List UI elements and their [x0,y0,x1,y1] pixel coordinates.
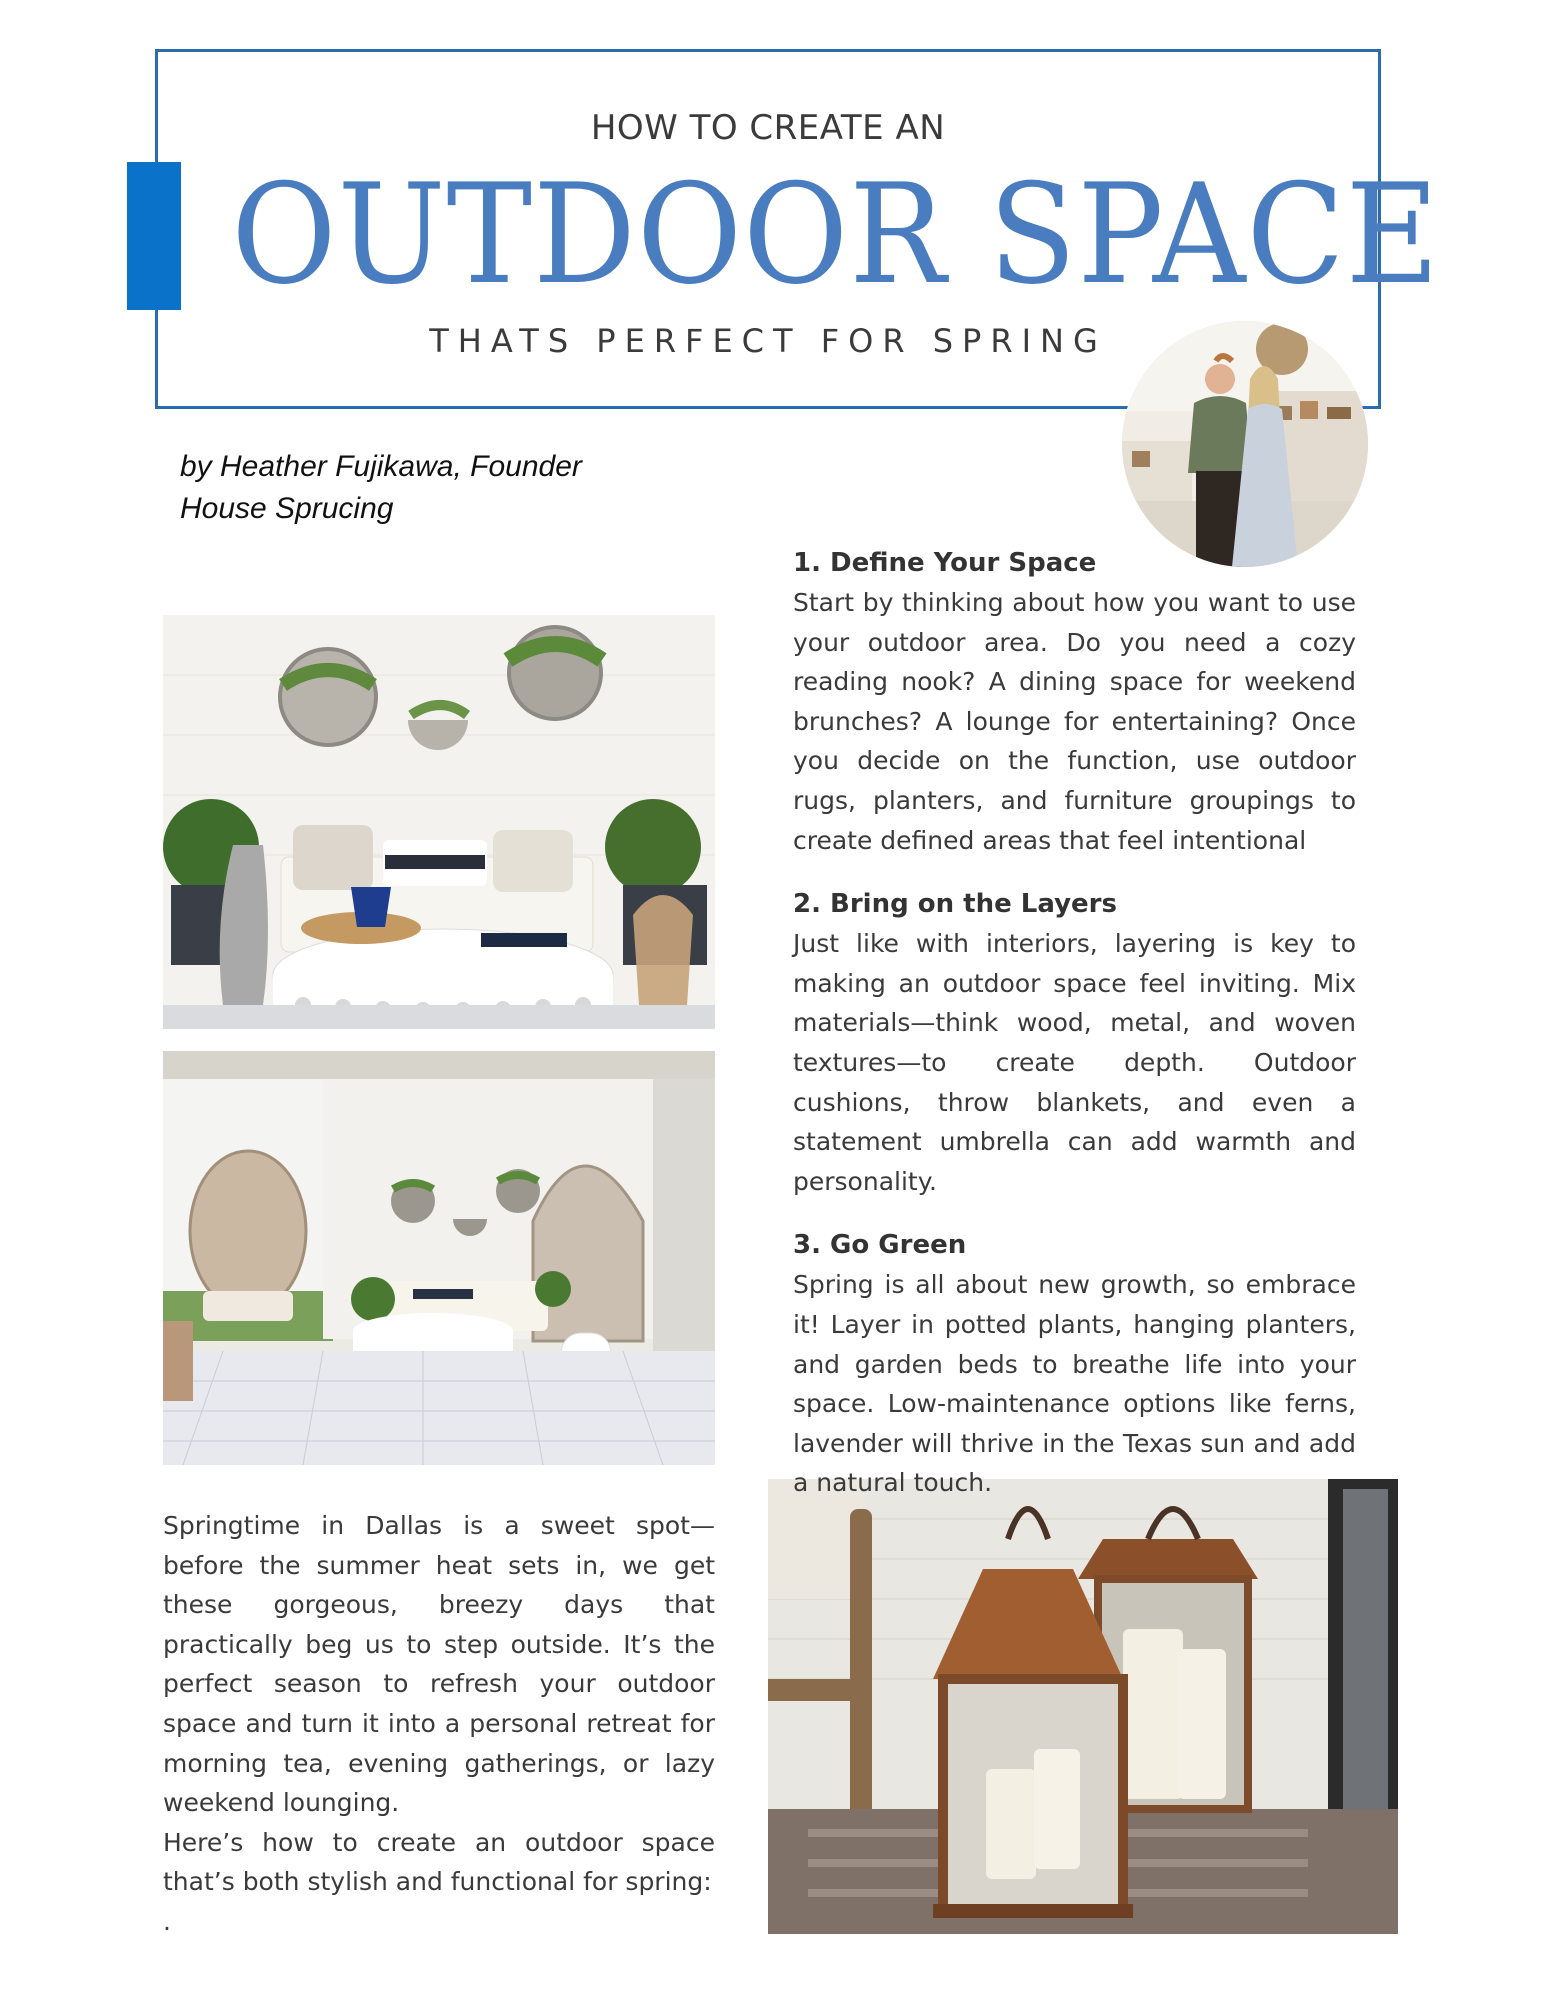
intro-paragraph: Springtime in Dallas is a sweet spot—before the summer heat sets in, we get these gorgeous, breezy days that practically beg us to step outside. It’s the perfect season to refresh your outdoor space and turn it into a personal retreat for morning tea, evening gatherings, or lazy weekend lounging. [163,1511,715,1818]
tip-text: Spring is all about new growth, so embrace it! Layer in potted plants, hanging planters, and garden beds to breathe life into your space. Low-maintenance options like ferns, lavender will thrive in the Texas sun and add a natural touch. [793,1270,1356,1498]
byline [180,446,740,530]
tip-layers [793,884,1356,1201]
title-subheadline: THATS PERFECT FOR SPRING [429,322,1107,360]
tip-text: Start by thinking about how you want to use your outdoor area. Do you need a cozy reading nook? A dining space for weekend brunches? A lounge for entertaining? Once you decide on the function, use outdoor rugs, planters, and furniture groupings to create defined areas that feel intentional [793,588,1356,855]
patio-photo-swing-chairs [163,1051,715,1465]
patio-photo-wall-planters [163,615,715,1029]
author-portrait-image [1122,321,1368,567]
tip-title: 3. Go Green [793,1230,967,1261]
intro-section [163,1506,715,1942]
accent-block [127,162,181,310]
tip-go-green [793,1225,1356,1503]
tip-title: 2. Bring on the Layers [793,889,1117,920]
tip-text: Just like with interiors, layering is key to making an outdoor space feel inviting. Mix materials—think wood, metal, and woven textures—to create depth. Outdoor cushions, throw blankets, and even a statement umbrella can add warmth and personality. [793,929,1356,1196]
byline-author: by Heather Fujikawa, Founder [180,450,582,483]
tip-define-space [793,543,1356,860]
tips-section [793,543,1356,1527]
tip-title: 1. Define Your Space [793,548,1097,578]
lanterns-photo [768,1479,1398,1934]
intro-lead-in: Here’s how to create an outdoor space that’s both stylish and functional for spring: [163,1827,715,1897]
byline-company: House Sprucing [180,492,394,525]
title-kicker: HOW TO CREATE AN [590,108,946,148]
intro-trailing-dot: . [163,1906,171,1936]
title-headline: OUTDOOR SPACE [231,154,1441,315]
